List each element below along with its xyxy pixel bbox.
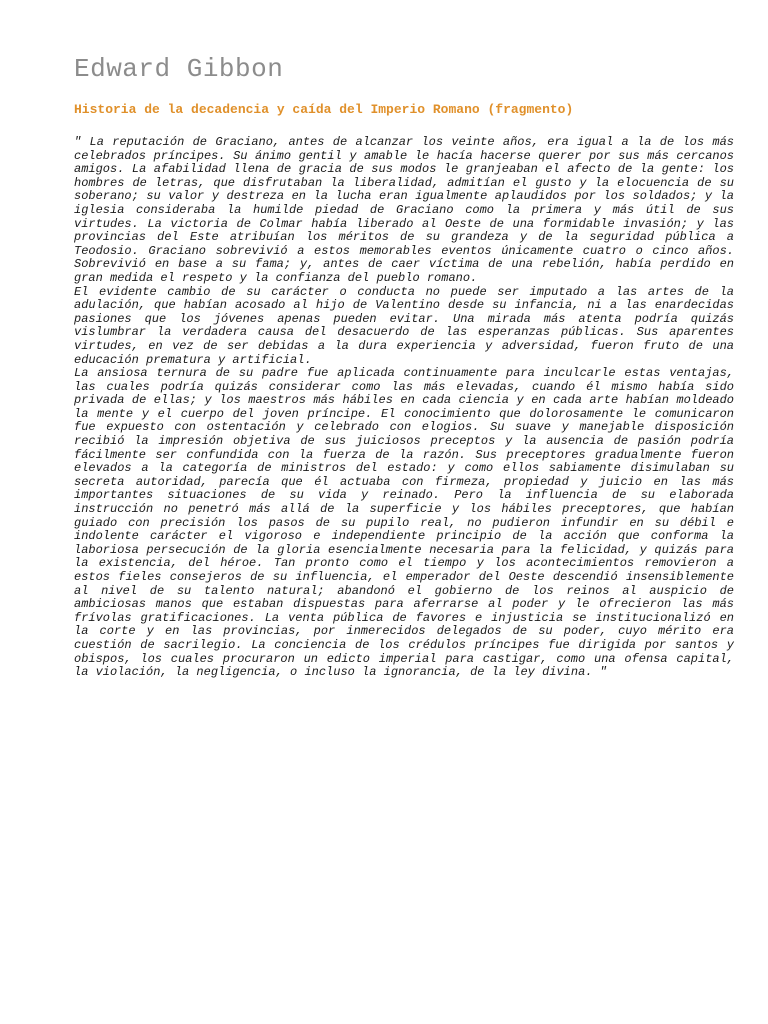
work-title: Historia de la decadencia y caída del Imperio Romano (fragmento) <box>74 102 574 117</box>
paragraph-2: El evidente cambio de su carácter o conducta no puede ser imputado a las artes de la adulación, que habían acosado al hijo de Valentino desde su infancia, ni a las enardecidas pasiones que los jóvenes apenas pueden evitar. Una mirada más atenta podría quizás vislumbrar la verdadera causa del desacuerdo de las esperanzas públicas. Sus aparentes virtudes, en vez de ser debidas a la dura experiencia y adversidad, fueron fruto de una educación prematura y artificial. <box>74 284 734 367</box>
document-body <box>74 136 734 680</box>
paragraph-3: La ansiosa ternura de su padre fue aplicada continuamente para inculcarle estas ventajas, las cuales podría quizás considerar como las más elevadas, cuando él mismo había sido privada de ellas; y los maestros más hábiles en cada ciencia y en cada arte habían moldeado la mente y el cuerpo del joven príncipe. El conocimiento que dolorosamente le comunicaron fue expuesto con ostentación y celebrado con elogios. Su suave y manejable disposición recibió la impresión objetiva de sus juiciosos preceptos y la ausencia de pasión podría fácilmente ser confundida con la fuerza de la razón. Sus preceptores gradualmente fueron elevados a la categoría de ministros del estado: y como ellos sabiamente disimulaban su secreta autoridad, parecía que él actuaba con firmeza, propiedad y juicio en las más importantes situaciones de su vida y reinado. Pero la influencia de su elaborada instrucción no penetró más allá de la superficie y los hábiles preceptores, que habían guiado con precisión los pasos de su pupilo real, no pudieron infundir en su débil e indolente carácter el vigoroso e independiente principio de la acción que conforma la laboriosa persecución de la gloria esencialmente necesaria para la felicidad, y quizás para la existencia, del héroe. Tan pronto como el tiempo y los acontecimientos removieron a estos fieles consejeros de su influencia, el emperador del Oeste descendió insensiblemente al nivel de su talento natural; abandonó el gobierno de los reinos al auspicio de ambiciosas manos que estaban dispuestas para aferrarse al poder y le ofrecieron las más frívolas gratificaciones. La venta pública de favores e injusticia se institucionalizó en la corte y en las provincias, por inmerecidos delegados de su poder, cuyo mérito era cuestión de sacrilegio. La conciencia de los crédulos príncipes fue dirigida por santos y obispos, los cuales procuraron un edicto imperial para castigar, como una ofensa capital, la violación, la negligencia, o incluso la ignorancia, de la ley divina. " <box>74 366 734 680</box>
author-heading: Edward Gibbon <box>74 54 284 84</box>
paragraph-1: " La reputación de Graciano, antes de alcanzar los veinte años, era igual a la de los más celebrados príncipes. Su ánimo gentil y amable le hacía hacerse querer por sus más cercanos amigos. La afabilidad llena de gracia de sus modos le granjeaban el afecto de la gente: los hombres de letras, que disfrutaban la liberalidad, admitían el gusto y la elocuencia de su soberano; su valor y destreza en la lucha eran igualmente aplaudidos por los soldados; y la iglesia consideraba la humilde piedad de Graciano como la primera y más útil de sus virtudes. La victoria de Colmar había liberado al Oeste de una formidable invasión; y las provincias del Este atribuían los méritos de su grandeza y de la seguridad pública a Teodosio. Graciano sobrevivió a estos memorables eventos únicamente cuatro o cinco años. Sobrevivió en base a su fama; y, antes de caer víctima de una rebelión, había perdido en gran medida el respeto y la confianza del pueblo romano. <box>74 135 734 285</box>
